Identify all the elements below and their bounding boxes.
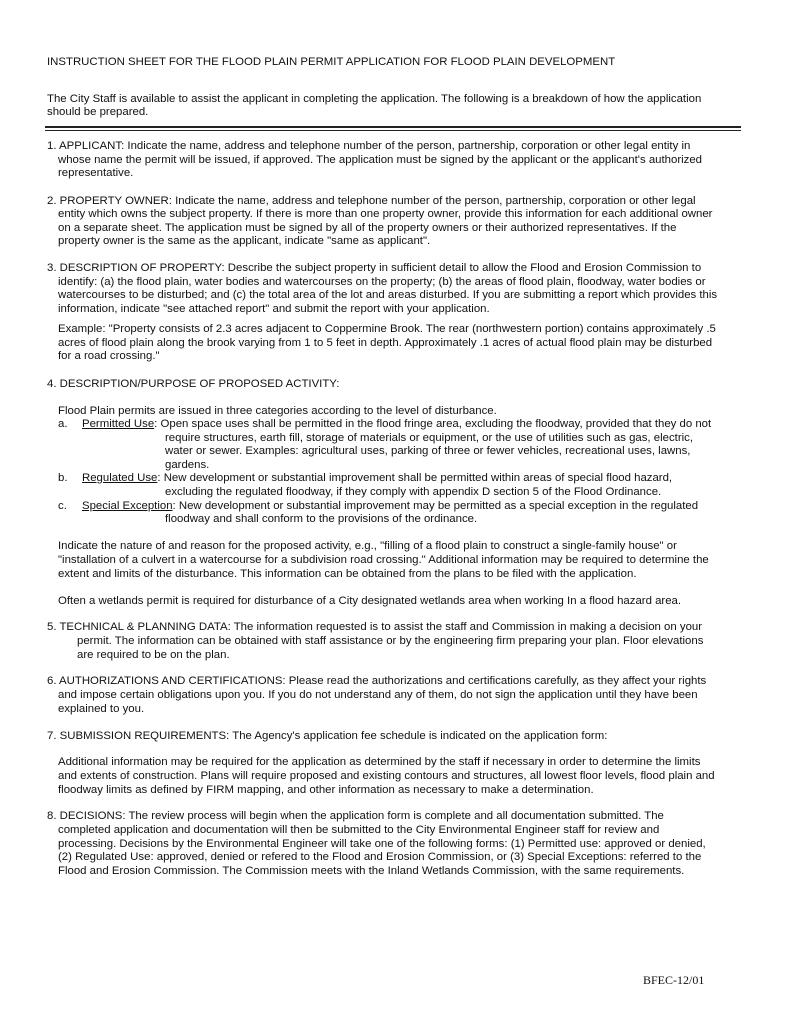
category-letter: a. xyxy=(58,418,68,430)
item-decisions: Flood and Erosion Commission. The Commission meets with the Inland Wetlands Commission, with the same requirements. xyxy=(58,865,685,877)
item-submission-requirements: 7. SUBMISSION REQUIREMENTS: The Agency's application fee schedule is indicated on the application form: xyxy=(47,730,608,742)
item-description-of-property: watercourses to be disturbed; and (c) the total area of the lot and areas disturbed. If you are submitting a report which provides this xyxy=(58,289,718,301)
item-decisions: completed application and documentation will then be submitted to the City Environmental Engineer staff for review and xyxy=(58,824,660,836)
indicate-text: extent and limits of the disturbance. This information can be obtained from the plans to be filed with the application. xyxy=(58,568,637,580)
category-label: Regulated Use xyxy=(82,472,158,484)
categories-intro: Flood Plain permits are issued in three categories according to the level of disturbance. xyxy=(58,405,497,417)
item-authorizations: 6. AUTHORIZATIONS AND CERTIFICATIONS: Please read the authorizations and certifications carefully, as they affect your rights xyxy=(47,675,707,687)
category-text: excluding the regulated floodway, if they comply with appendix D section 5 of the Flood Ordinance. xyxy=(165,486,662,498)
intro-text: The City Staff is available to assist the applicant in completing the application. The following is a breakdown of how the application xyxy=(47,93,702,105)
example-text: acres of flood plain along the brook varying from 1 to 5 feet in depth. Approximately .1 acres of actual flood plain may be disturbed xyxy=(58,337,713,349)
additional-info: Additional information may be required for the application as determined by the staff if necessary in order to determine the limits xyxy=(58,756,701,768)
form-code: BFEC-12/01 xyxy=(643,973,705,987)
category-text: : New development or substantial improvement shall be permitted within areas of special flood hazard, xyxy=(157,472,673,484)
item-authorizations: explained to you. xyxy=(58,703,145,715)
category-regulated-use xyxy=(82,471,672,485)
item-decisions: 8. DECISIONS: The review process will begin when the application form is complete and all documentation submitted. The xyxy=(47,810,664,822)
item-property-owner: on a separate sheet. The application must be signed by all of the property owners or their authorized representatives. If the xyxy=(58,222,677,234)
category-text: : Open space uses shall be permitted in the flood fringe area, excluding the floodway, provided that they do not xyxy=(154,418,712,430)
item-property-owner: property owner is the same as the applicant, indicate "same as applicant". xyxy=(58,235,431,247)
additional-info: floodway limits as defined by FIRM mapping, and other information as necessary to make a determination. xyxy=(58,784,594,796)
category-special-exception xyxy=(82,499,698,513)
category-text: floodway and shall conform to the provisions of the ordinance. xyxy=(165,513,478,525)
item-decisions: processing. Decisions by the Environmental Engineer will take one of the following forms: (1) Permitted use: approved or denied, xyxy=(58,838,706,850)
item-applicant: whose name the permit will be issued, if approved. The application must be signed by the applicant or the applicant's authorized xyxy=(58,154,703,166)
item-applicant: representative. xyxy=(58,167,134,179)
example-text: for a road crossing." xyxy=(58,350,160,362)
item-authorizations: and impose certain obligations upon you. If you do not understand any of them, do not sign the application until they have been xyxy=(58,689,698,701)
item-property-owner: 2. PROPERTY OWNER: Indicate the name, address and telephone number of the person, partnership, corporation or other legal xyxy=(47,195,696,207)
category-label: Special Exception xyxy=(82,500,173,512)
item-proposed-activity: 4. DESCRIPTION/PURPOSE OF PROPOSED ACTIVITY: xyxy=(47,378,340,390)
indicate-text: Indicate the nature of and reason for the proposed activity, e.g., "filling of a flood plain to construct a single-family house" or xyxy=(58,540,677,552)
divider xyxy=(45,126,741,128)
item-decisions: (2) Regulated Use: approved, denied or refered to the Flood and Erosion Commission, or (3) Special Exceptions: referred to the xyxy=(58,851,702,863)
indicate-text: "installation of a culvert in a watercourse for a subdivision road crossing." Additional information may be required to determine the xyxy=(58,554,709,566)
additional-info: and extents of construction. Plans will require proposed and existing contours and structures, all lowest floor levels, flood plain and xyxy=(58,770,715,782)
document-title: INSTRUCTION SHEET FOR THE FLOOD PLAIN PERMIT APPLICATION FOR FLOOD PLAIN DEVELOPMENT xyxy=(47,56,616,68)
intro-text: should be prepared. xyxy=(47,106,149,118)
item-property-owner: entity which owns the subject property. If there is more than one property owner, provide this information for each additional owner xyxy=(58,208,713,220)
category-permitted-use xyxy=(82,417,711,431)
example-text: Example: "Property consists of 2.3 acres adjacent to Coppermine Brook. The rear (northwestern portion) contains approximately .5 xyxy=(58,323,716,335)
item-description-of-property: information, indicate "see attached report" and submit the report with your application. xyxy=(58,303,490,315)
category-text: require structures, earth fill, storage of materials or equipment, or the use of utilities such as gas, electric, xyxy=(165,432,694,444)
wetlands-note: Often a wetlands permit is required for disturbance of a City designated wetlands area when working In a flood hazard area. xyxy=(58,595,682,607)
category-text: gardens. xyxy=(165,459,210,471)
category-text: : New development or substantial improvement may be permitted as a special exception in the regulated xyxy=(172,500,699,512)
category-text: water or sewer. Examples: agricultural uses, parking of three or fewer vehicles, recreational uses, lawns, xyxy=(165,445,691,457)
item-technical-planning: permit. The information can be obtained with staff assistance or by the engineering firm preparing your plan. Floor elevations xyxy=(77,635,704,647)
item-technical-planning: 5. TECHNICAL & PLANNING DATA: The information requested is to assist the staff and Commission in making a decision on your xyxy=(47,621,703,633)
item-description-of-property: identify: (a) the flood plain, water bodies and watercourses on the property; (b) the areas of flood plain, floodway, water bodies or xyxy=(58,276,706,288)
item-description-of-property: 3. DESCRIPTION OF PROPERTY: Describe the subject property in sufficient detail to allow the Flood and Erosion Commission to xyxy=(47,262,702,274)
category-label: Permitted Use xyxy=(82,418,155,430)
category-letter: b. xyxy=(58,472,68,484)
category-letter: c. xyxy=(58,500,67,512)
item-technical-planning: are required to be on the plan. xyxy=(77,649,230,661)
item-applicant: 1. APPLICANT: Indicate the name, address and telephone number of the person, partnership, corporation or other legal entity in xyxy=(47,140,691,152)
divider xyxy=(45,130,741,131)
